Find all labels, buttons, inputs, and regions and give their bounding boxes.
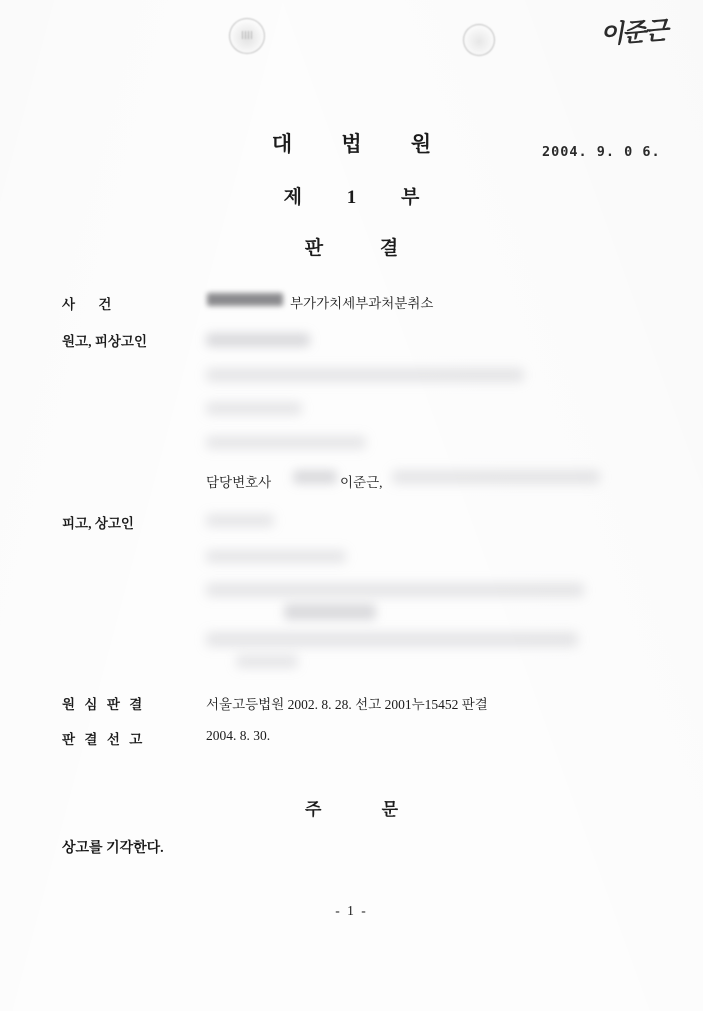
official-seal-icon xyxy=(229,18,265,54)
attorney-name-value: 이준근, xyxy=(340,475,383,490)
handwritten-signature: 이준근 xyxy=(598,15,668,50)
court-title: 대 법 원 xyxy=(271,132,454,156)
case-label: 사 건 xyxy=(62,297,122,312)
plaintiff-label: 원고, 피상고인 xyxy=(62,334,147,349)
judgment-date-value: 2004. 8. 30. xyxy=(206,728,271,743)
defendant-label: 피고, 상고인 xyxy=(62,516,134,531)
redacted-plaintiff-line-2 xyxy=(206,368,524,382)
secondary-seal-icon xyxy=(463,24,495,56)
redacted-defendant-line-3 xyxy=(206,583,584,597)
order-section-text: 상고를 기각한다. xyxy=(62,841,164,856)
redacted-plaintiff-line-1 xyxy=(206,333,310,347)
redacted-attorney-name-1 xyxy=(293,470,337,484)
redacted-defendant-line-6 xyxy=(236,655,298,668)
redacted-plaintiff-line-4 xyxy=(206,436,366,449)
stamp-date: 2004. 9. 0 6. xyxy=(542,144,661,160)
case-name-value: 부가가치세부과처분취소 xyxy=(290,296,434,311)
lower-judgment-label: 원 심 판 결 xyxy=(62,697,146,712)
judgment-date-label: 판 결 선 고 xyxy=(62,732,146,747)
redacted-plaintiff-line-3 xyxy=(206,402,302,415)
redacted-defendant-line-2 xyxy=(206,550,346,563)
document-type-title: 판 결 xyxy=(304,238,425,259)
order-section-title: 주 문 xyxy=(304,800,427,819)
redacted-attorney-names xyxy=(392,470,600,484)
page-number: - 1 - xyxy=(335,903,368,918)
redacted-case-number xyxy=(207,293,283,306)
lower-judgment-value: 서울고등법원 2002. 8. 28. 선고 2001누15452 판결 xyxy=(206,697,488,712)
redacted-defendant-line-4 xyxy=(284,604,376,620)
division-title: 제 1 부 xyxy=(283,187,440,208)
redacted-defendant-line-1 xyxy=(206,514,274,527)
seal-texture xyxy=(242,31,252,39)
redacted-defendant-line-5 xyxy=(206,632,578,647)
attorney-label: 담당변호사 xyxy=(206,475,272,490)
